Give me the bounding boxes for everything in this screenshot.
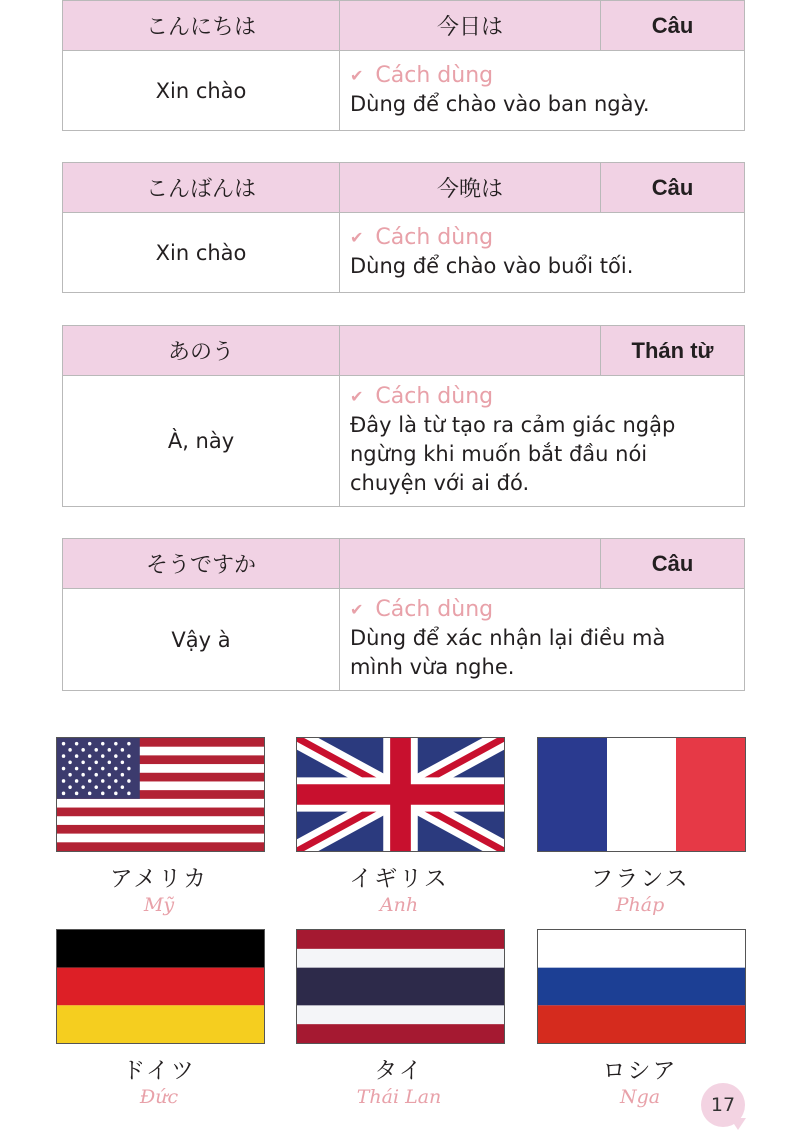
usage-label: Cách dùng xyxy=(375,597,494,622)
usage-text-line: ngừng khi muốn bắt đầu nói xyxy=(350,442,648,466)
usage-label: Cách dùng xyxy=(375,224,494,250)
word-kana: そうですか xyxy=(63,539,340,589)
country-name-vi: Thái Lan xyxy=(356,1086,442,1108)
vocab-table xyxy=(62,538,745,691)
usage-text-line: chuyện với ai đó. xyxy=(350,471,530,495)
page-number: 17 xyxy=(701,1083,745,1127)
usage-text-line: Đây là từ tạo ra cảm giác ngập xyxy=(350,413,676,437)
checkmark-icon: ✔ xyxy=(350,387,364,406)
word-kanji: 今日は xyxy=(340,1,601,51)
word-kanji xyxy=(340,539,601,589)
vocab-table xyxy=(62,325,745,507)
country-name-jp: フランス xyxy=(590,866,690,892)
vocab-table xyxy=(62,162,745,293)
usage-text: Dùng để chào vào buổi tối. xyxy=(350,253,634,278)
meaning: Vậy à xyxy=(63,589,340,691)
country-name-jp: ロシア xyxy=(602,1058,678,1084)
usage-text: Dùng để chào vào ban ngày. xyxy=(350,91,650,116)
country-name-vi: Pháp xyxy=(615,894,665,916)
russia-flag xyxy=(537,929,746,1044)
word-type: Câu xyxy=(601,163,745,213)
word-kanji: 今晩は xyxy=(340,163,601,213)
usage-text-line: Dùng để xác nhận lại điều mà xyxy=(350,626,666,650)
country-name-jp: タイ xyxy=(374,1058,424,1084)
uk-flag xyxy=(296,737,505,852)
usage-text-line: mình vừa nghe. xyxy=(350,655,515,679)
usage-cell xyxy=(340,589,745,691)
word-type: Câu xyxy=(601,539,745,589)
usage-cell xyxy=(340,51,745,131)
word-type: Thán từ xyxy=(601,326,745,376)
usage-cell xyxy=(340,376,745,507)
word-kana: こんばんは xyxy=(63,163,340,213)
meaning: Xin chào xyxy=(63,213,340,293)
checkmark-icon: ✔ xyxy=(350,65,364,85)
meaning: Xin chào xyxy=(63,51,340,131)
country-name-vi: Đức xyxy=(139,1086,179,1108)
thailand-flag xyxy=(296,929,505,1044)
country-name-vi: Anh xyxy=(379,894,419,916)
word-kanji xyxy=(340,326,601,376)
country-name-jp: イギリス xyxy=(349,866,449,892)
word-kana: あのう xyxy=(63,326,340,376)
vocab-table xyxy=(62,0,745,131)
france-flag xyxy=(537,737,746,852)
usage-label: Cách dùng xyxy=(375,384,494,409)
country-name-jp: ドイツ xyxy=(122,1058,196,1084)
usage-label: Cách dùng xyxy=(375,62,494,88)
usa-flag xyxy=(56,737,265,852)
word-type: Câu xyxy=(601,1,745,51)
checkmark-icon: ✔ xyxy=(350,227,364,247)
country-name-jp: アメリカ xyxy=(109,866,209,892)
germany-flag xyxy=(56,929,265,1044)
meaning: À, này xyxy=(63,376,340,507)
checkmark-icon: ✔ xyxy=(350,600,364,619)
word-kana: こんにちは xyxy=(63,1,340,51)
country-name-vi: Mỹ xyxy=(143,894,175,916)
usage-cell xyxy=(340,213,745,293)
country-name-vi: Nga xyxy=(619,1086,661,1108)
